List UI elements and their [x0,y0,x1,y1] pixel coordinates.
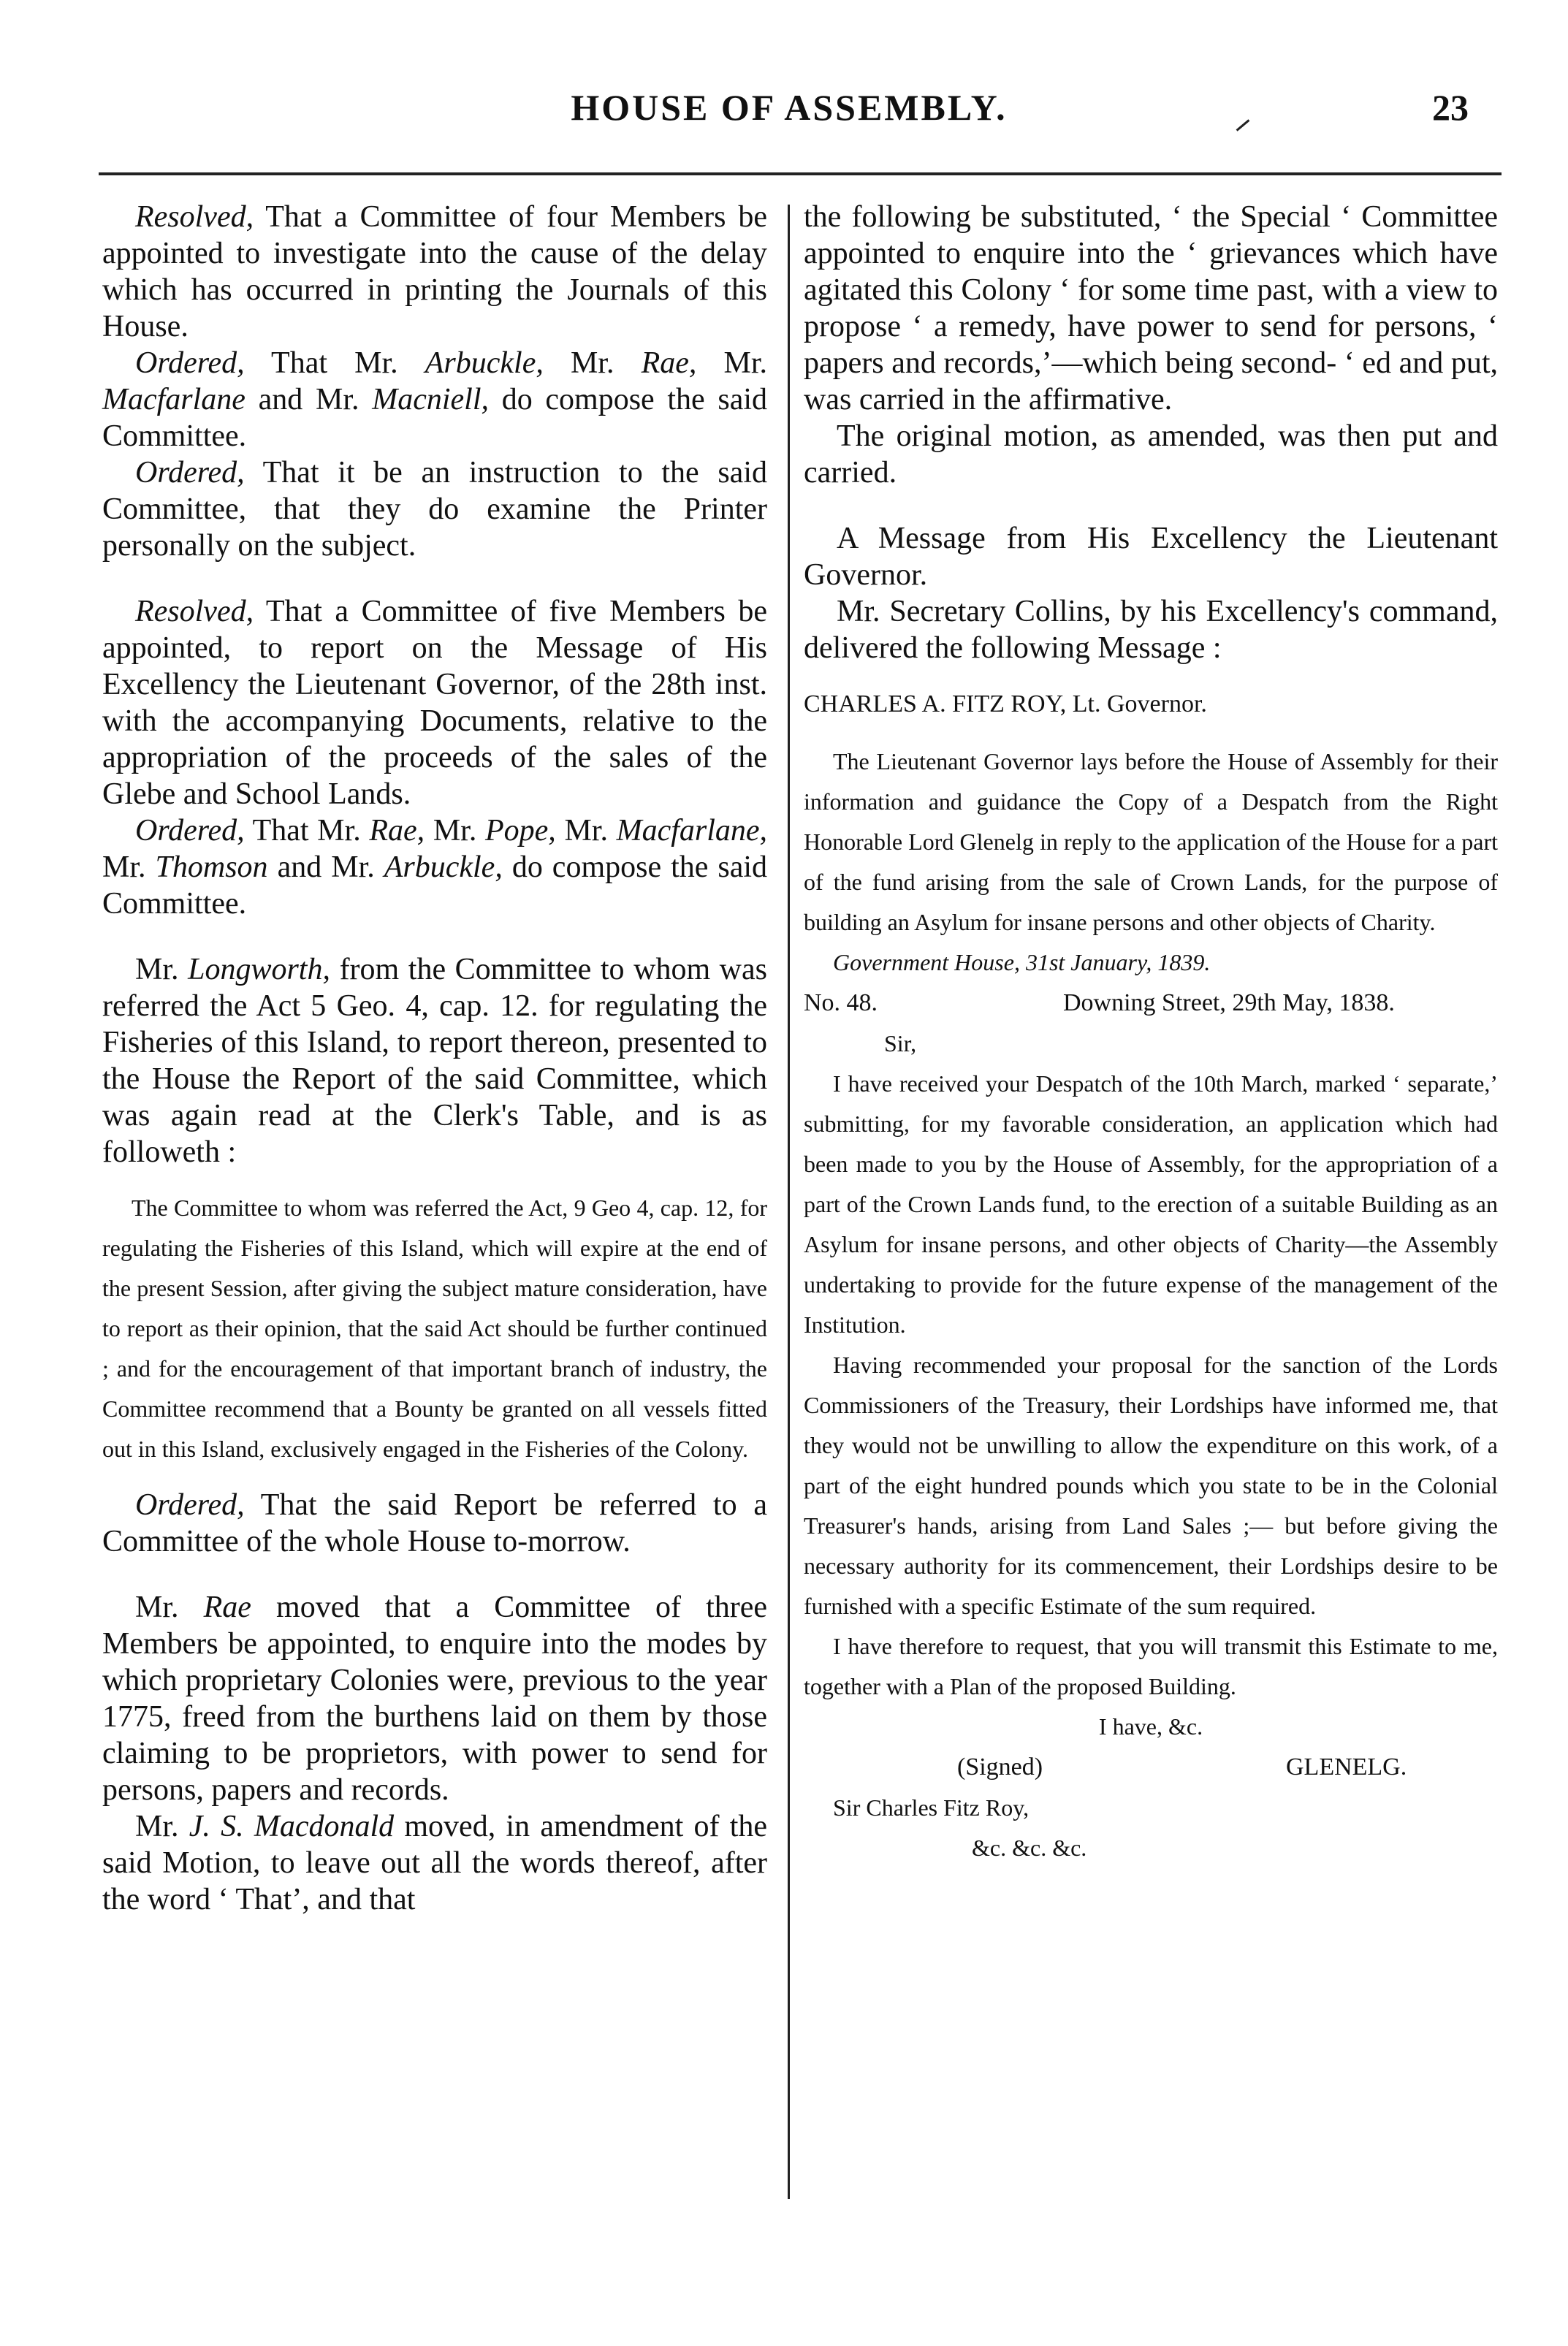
left-column [102,199,767,1918]
paragraph-governor-message: The Lieutenant Governor lays before the House of Assembly for their information and guidance the Copy of a Despatch from the Right Honorable Lord Glenelg in reply to the application of the House for a part of the fund arising from the sale of Crown Lands, for the purpose of building an Asylum for insane persons and other objects of Charity. [804,748,1498,935]
stray-mark [1236,119,1250,131]
paragraph-ordered-committee-1: Ordered, That Mr. Arbuckle, Mr. Rae, Mr. Macfarlane and Mr. Macniell, do compose the said Committee. [102,346,768,453]
paragraph-longworth-report: Mr. Longworth, from the Committee to whom was referred the Act 5 Geo. 4, cap. 12. for regulating the Fisheries of this Island, to report thereon, presented to the House the Report of the said Committee, which was again read at the Clerk's Table, and is as followeth : [102,953,767,1169]
despatch-dateline: Downing Street, 29th May, 1838. [1063,989,1395,1016]
page-number: 23 [1432,87,1469,128]
governor-signature-line: CHARLES A. FITZ ROY, Lt. Governor. [804,690,1207,717]
despatch-number: No. 48. [804,989,878,1016]
paragraph-message-heading: A Message from His Excellency the Lieutenant Governor. [804,522,1498,592]
paragraph-request-estimate: I have therefore to request, that you will transmit this Estimate to me, together with a Plan of the proposed Building. [804,1633,1498,1699]
paragraph-committee-report: The Committee to whom was referred the Act, 9 Geo 4, cap. 12, for regulating the Fisheries of this Island, which will expire at the end of the present Session, after giving the subject mature consideration, have to report as their opinion, that the said Act should be further continued ; and for the encouragement of that important branch of industry, the Committee recommend that a Bounty be granted on all vessels fitted out in this Island, exclusively engaged in the Fisheries of the Colony. [102,1195,767,1462]
paragraph-treasury-sanction: Having recommended your proposal for the sanction of the Lords Commissioners of the Treasury, their Lordships have informed me, that they would not be unwilling to allow the expenditure on this work, of a part of the eight hundred pounds which you state to be in the Colonial Treasurer's hands, arising from Land Sales ;— but before giving the necessary authority for its commencement, their Lordships desire to be furnished with a specific Estimate of the sum required. [804,1352,1498,1619]
signed-label: (Signed) [957,1753,1043,1781]
closing-i-have: I have, &c. [1098,1713,1203,1740]
paragraph-amendment-continued: the following be substituted, ‘ the Special ‘ Committee appointed to enquire into the ‘ grievances which have agitated this Colony ‘ for some time past, with a view to propose ‘ a remedy, have power to send for persons, ‘ papers and records,’—which being second- ‘ ed and put, was carried in the affirmative. [804,200,1498,416]
paragraph-resolved-four-members: Resolved, That a Committee of four Members be appointed to investigate into the cause of the delay which has occurred in printing the Journals of this House. [102,200,767,343]
right-column [804,199,1498,1868]
paragraph-secretary-collins: Mr. Secretary Collins, by his Excellency's command, delivered the following Message : [804,595,1498,665]
paragraph-ordered-referred: Ordered, That the said Report be referred to a Committee of the whole House to-morrow. [102,1488,767,1558]
government-house-dateline: Government House, 31st January, 1839. [833,949,1211,975]
signatory-glenelg: GLENELG. [1286,1753,1407,1781]
paragraph-rae-motion: Mr. Rae moved that a Committee of three Members be appointed, to enquire into the modes by which proprietary Colonies were, previous to the year 1775, freed from the burthens laid on them by those claiming to be proprietors, with power to send for persons, papers and records. [102,1591,768,1807]
addressee-line: Sir Charles Fitz Roy, [833,1794,1030,1821]
header-rule [99,172,1502,175]
paragraph-resolved-five-members: Resolved, That a Committee of five Members be appointed, to report on the Message of His Excellency the Lieutenant Governor, of the 28th inst. with the accompanying Documents, relative to the appropriation of the proceeds of the sales of the Glebe and School Lands. [102,595,767,811]
despatch-number-row [804,983,1498,1024]
addressee-etc: &c. &c. &c. [972,1835,1087,1861]
paragraph-despatch-received: I have received your Despatch of the 10th March, marked ‘ separate,’ submitting, for my favorable consideration, an application which had been made to you by the House of Assembly, for the appropriation of a part of the Crown Lands fund, to the erection of a suitable Building as an Asylum for insane persons, and other objects of Charity—the Assembly undertaking to provide for the future expense of the management of the Institution. [804,1070,1498,1338]
salutation: Sir, [884,1030,917,1056]
paragraph-motion-carried: The original motion, as amended, was then put and carried. [804,419,1498,490]
page-header-title: HOUSE OF ASSEMBLY. [571,87,1008,128]
signed-row [804,1747,1498,1788]
paragraph-ordered-instruction: Ordered, That it be an instruction to the said Committee, that they do examine the Printer personally on the subject. [102,456,767,563]
paragraph-ordered-committee-2: Ordered, That Mr. Rae, Mr. Pope, Mr. Macfarlane, Mr. Thomson and Mr. Arbuckle, do compose the said Committee. [102,814,768,921]
paragraph-macdonald-amendment: Mr. J. S. Macdonald moved, in amendment of the said Motion, to leave out all the words thereof, after the word ‘ That’, and that [102,1810,768,1916]
column-divider [788,205,790,2199]
